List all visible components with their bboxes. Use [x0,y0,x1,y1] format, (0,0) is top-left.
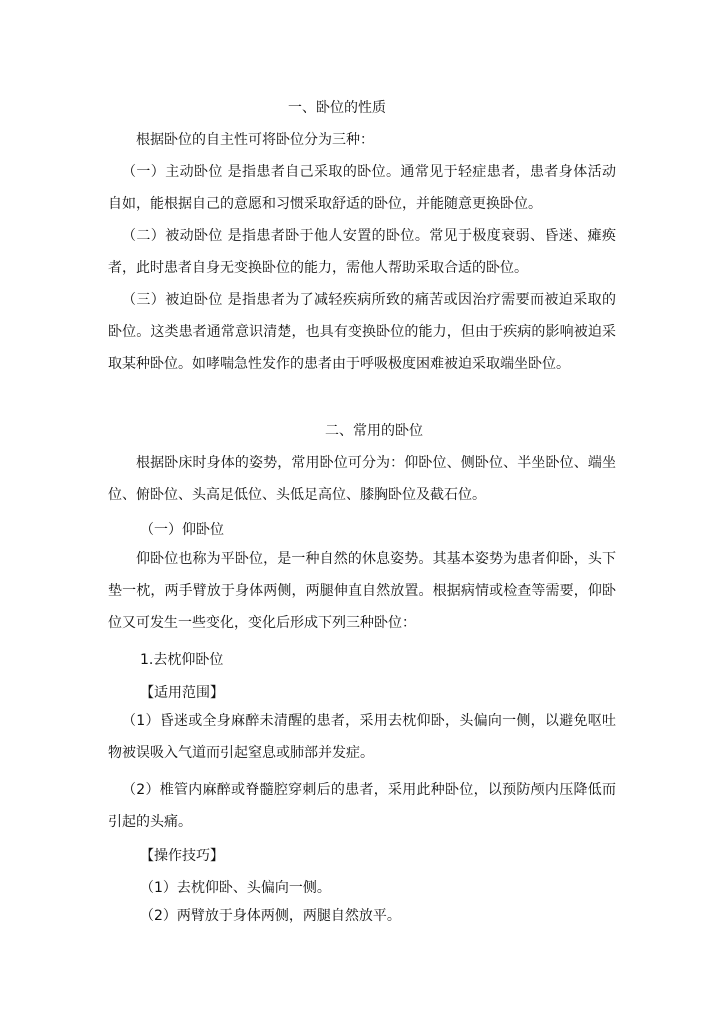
technique-item-2: （2）两臂放于身体两侧，两腿自然放平。 [140,908,401,924]
supine-title: （一）仰卧位 [140,522,224,538]
section-1-intro: 根据卧位的自主性可将卧位分为三种： [136,132,374,148]
scope-item-1: （1）昏迷或全身麻醉未清醒的患者，采用去枕仰卧，头偏向一侧，以避免呕吐物被误吸入气道而引起窒息或肺部并发症。 [108,713,616,761]
section-2-intro: 根据卧床时身体的姿势，常用卧位可分为：仰卧位、侧卧位、半坐卧位、端坐位、俯卧位、头高足低位、头低足高位、膝胸卧位及截石位。 [108,455,616,503]
technique-item-1: （1）去枕仰卧、头偏向一侧。 [140,880,331,896]
scope-item-2: （2）椎管内麻醉或脊髓腔穿刺后的患者，采用此种卧位，以预防颅内压降低而引起的头痛。 [108,782,616,830]
section-1-title: 一、卧位的性质 [288,100,386,116]
passive-position-paragraph: （二）被动卧位 是指患者卧于他人安置的卧位。常见于极度衰弱、昏迷、瘫痪者，此时患者自身无变换卧位的能力，需他人帮助采取合适的卧位。 [108,228,616,276]
section-2-title: 二、常用的卧位 [325,423,423,439]
technique-label: 【操作技巧】 [140,848,224,864]
scope-label: 【适用范围】 [140,685,224,701]
subsection-1-title: 1.去枕仰卧位 [140,652,224,668]
supine-description: 仰卧位也称为平卧位，是一种自然的休息姿势。其基本姿势为患者仰卧，头下垫一枕，两手臂放于身体两侧，两腿伸直自然放置。根据病情或检查等需要，仰卧位又可发生一些变化，变化后形成下列三种卧位： [108,551,616,631]
forced-position-paragraph: （三）被迫卧位 是指患者为了减轻疾病所致的痛苦或因治疗需要而被迫采取的卧位。这类患者通常意识清楚，也具有变换卧位的能力，但由于疾病的影响被迫采取某种卧位。如哮喘急性发作的患者由于呼吸极度困难被迫采取端坐卧位。 [108,292,616,372]
active-position-paragraph: （一）主动卧位 是指患者自己采取的卧位。通常见于轻症患者，患者身体活动自如，能根据自己的意愿和习惯采取舒适的卧位，并能随意更换卧位。 [108,164,616,212]
